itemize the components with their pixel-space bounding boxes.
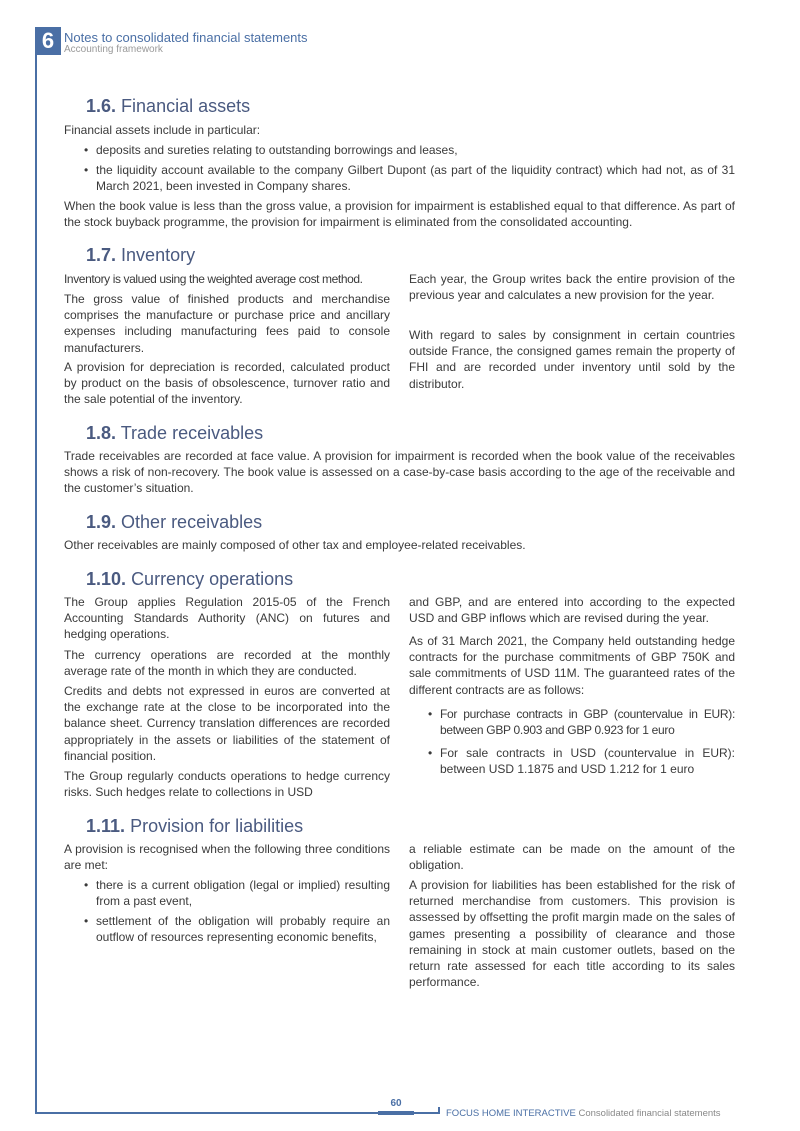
paragraph: A provision for liabilities has been established for the risk of returned merchandise from customers. This provision is assessed by offsetting the profit margin made on the sales of games presenting a possibility of clearance and those remaining in stock at main customer outlets, based on the return rate assessed for each title according to its sales performance.: [409, 878, 735, 990]
running-header-subtitle: Accounting framework: [64, 44, 163, 55]
section-title: Provision for liabilities: [130, 816, 304, 836]
paragraph: Inventory is valued using the weighted average cost method.: [64, 272, 363, 286]
section-title: Inventory: [121, 245, 196, 265]
section-number: 1.6.: [86, 96, 117, 116]
paragraph: Financial assets include in particular:: [64, 123, 261, 137]
paragraph: and GBP, and are entered into according to the expected USD and GBP inflows which are revised during the year.: [409, 595, 735, 626]
section-number: 1.10.: [86, 569, 127, 589]
bullet-item: • the liquidity account available to the company Gilbert Dupont (as part of the liquidity contract) which had not, as of 31 March 2021, been invested in Company shares.: [96, 162, 735, 194]
paragraph: The Group regularly conducts operations to hedge currency risks. Such hedges relate to collections in USD: [64, 769, 390, 800]
bottom-border-tick: [438, 1107, 440, 1114]
section-heading-other-receivables: [86, 512, 262, 533]
footer-company: FOCUS HOME INTERACTIVE: [446, 1108, 576, 1119]
page-number: 60: [390, 1098, 402, 1109]
footer-doc-title: Consolidated financial statements: [578, 1108, 721, 1119]
section-title: Other receivables: [121, 512, 263, 532]
paragraph: Other receivables are mainly composed of other tax and employee-related receivables.: [64, 538, 526, 552]
section-heading-trade-receivables: [86, 423, 263, 444]
running-header-title: Notes to consolidated financial statements: [64, 30, 308, 45]
paragraph: A provision for depreciation is recorded, calculated product by product on the basis of obsolescence, turnover ratio and the sale potential of the inventory.: [64, 360, 390, 407]
section-number: 1.9.: [86, 512, 117, 532]
section-number: 1.11.: [86, 816, 126, 836]
paragraph: The Group applies Regulation 2015-05 of the French Accounting Standards Authority (ANC) on futures and hedging operations.: [64, 595, 390, 642]
paragraph: Credits and debts not expressed in euros are converted at the exchange rate at the close to be incorporated into the balance sheet. Currency translation differences are recorded appropriately in the assets or liabilities of the statement of financial position.: [64, 684, 390, 763]
paragraph: With regard to sales by consignment in certain countries outside France, the consigned games remain the property of FHI and are recorded under inventory until sold by the distributor.: [409, 328, 735, 391]
paragraph: As of 31 March 2021, the Company held outstanding hedge contracts for the purchase commitments of GBP 750K and sale commitments of USD 11M. The guaranteed rates of the different contracts are as follows:: [409, 634, 735, 697]
paragraph: Each year, the Group writes back the entire provision of the previous year and calculates a new provision for the year.: [409, 272, 735, 303]
paragraph: a reliable estimate can be made on the amount of the obligation.: [409, 842, 735, 873]
paragraph: When the book value is less than the gross value, a provision for impairment is established equal to that difference. As part of the stock buyback programme, the provision for impairment is eliminated from the consolidated accounting.: [64, 199, 735, 230]
left-border-line: [35, 55, 37, 1113]
section-title: Currency operations: [131, 569, 294, 589]
paragraph: Trade receivables are recorded at face value. A provision for impairment is recorded when the book value of the receivables shows a risk of non-recovery. The book value is assessed on a case-by-case basis according to the age of the receivable and the customer’s situation.: [64, 449, 735, 496]
bullet-item: • settlement of the obligation will probably require an outflow of resources representing economic benefits,: [96, 913, 390, 945]
section-title: Trade receivables: [120, 423, 264, 443]
section-heading-financial-assets: [86, 96, 250, 117]
chapter-number: 6: [35, 27, 61, 55]
bullet-item: • For purchase contracts in GBP (countervalue in EUR): between GBP 0.903 and GBP 0.923 for 1 euro: [440, 706, 735, 738]
section-number: 1.7.: [86, 245, 117, 265]
paragraph: The currency operations are recorded at the monthly average rate of the month in which they are conducted.: [64, 648, 390, 679]
footer-text: [446, 1108, 721, 1119]
section-title: Financial assets: [121, 96, 251, 116]
section-number: 1.8.: [86, 423, 117, 443]
section-heading-inventory: [86, 245, 195, 266]
section-heading-currency-operations: [86, 569, 293, 590]
bullet-item: • For sale contracts in USD (countervalue in EUR): between USD 1.1875 and USD 1.212 for 1 euro: [440, 745, 735, 777]
paragraph: A provision is recognised when the following three conditions are met:: [64, 842, 390, 873]
bullet-item: • there is a current obligation (legal or implied) resulting from a past event,: [96, 877, 390, 909]
page-number-bar: [378, 1111, 414, 1115]
paragraph: The gross value of finished products and merchandise comprises the manufacture or purchase price and ancillary expenses including manufacturing fees paid to console manufacturers.: [64, 292, 390, 355]
section-heading-provision-for-liabilities: [86, 816, 303, 837]
bullet-item: • deposits and sureties relating to outstanding borrowings and leases,: [96, 142, 735, 158]
